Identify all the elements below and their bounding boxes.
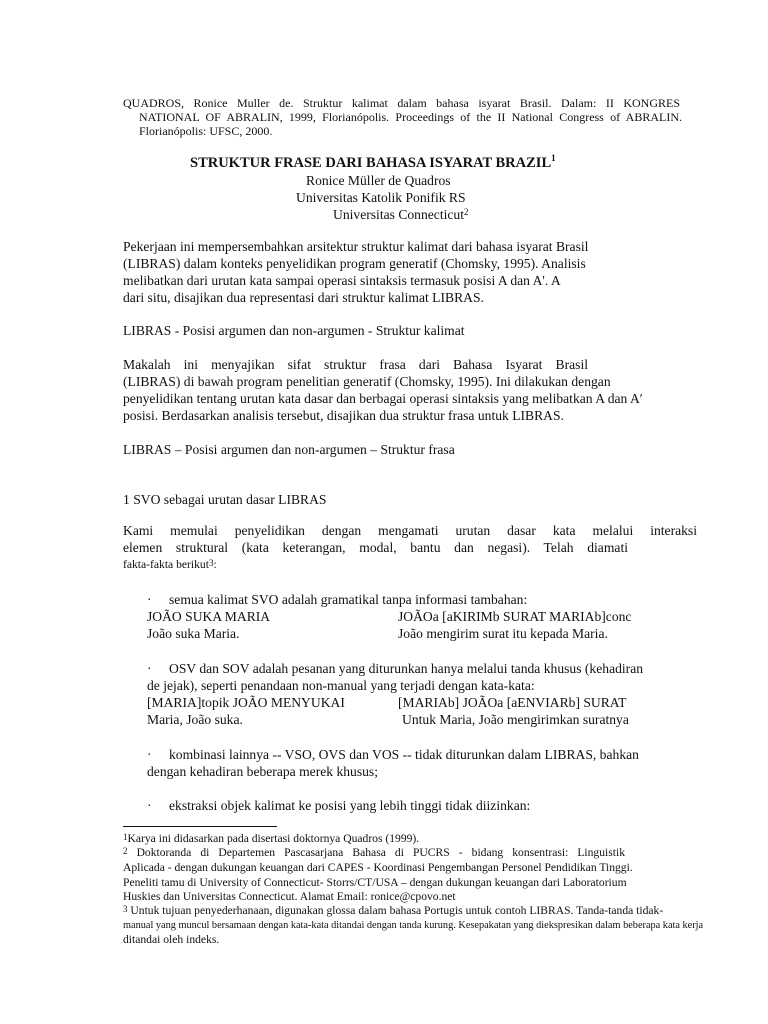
- keywords-1: LIBRAS - Posisi argumen dan non-argumen - Struktur kalimat: [123, 323, 465, 338]
- abstract-2-line-2: (LIBRAS) di bawah program penelitian generatif (Chomsky, 1995). Ini dilakukan dengan: [123, 374, 611, 389]
- example-2-translation-right: Untuk Maria, João mengirimkan suratnya: [402, 712, 629, 727]
- footnote-rule: [123, 826, 277, 827]
- paper-title: STRUKTUR FRASE DARI BAHASA ISYARAT BRAZIL$^1$: [190, 153, 556, 171]
- abstract-2-line-4: posisi. Berdasarkan analisis tersebut, disajikan dua struktur frasa untuk LIBRAS.: [123, 408, 564, 423]
- bullet-marker: ·: [147, 661, 152, 676]
- section-1-intro-line-3: fakta-fakta berikut$^3$:: [123, 558, 217, 571]
- bullet-3: · kombinasi lainnya -- VSO, OVS dan VOS -- tidak diturunkan dalam LIBRAS, bahkan: [147, 747, 639, 762]
- example-2-gloss-left: [MARIA]topik JOÃO MENYUKAI: [147, 695, 345, 710]
- abstract-2-line-3: penyelidikan tentang urutan kata dasar dan berbagai operasi sintaksis yang melibatkan A dan A′: [123, 391, 643, 406]
- footnote-3-line-3: ditandai oleh indeks.: [123, 933, 220, 946]
- example-1-gloss-left: JOÃO SUKA MARIA: [147, 609, 271, 624]
- example-1-translation-right: João mengirim surat itu kepada Maria.: [398, 626, 608, 641]
- example-1-translation-left: João suka Maria.: [147, 626, 240, 641]
- affiliation-1: Universitas Katolik Ponifik RS: [296, 190, 466, 205]
- abstract-1-line-3: melibatkan dari urutan kata sampai operasi sintaksis termasuk posisi A dan A'. A: [123, 273, 561, 288]
- bullet-marker: ·: [147, 592, 152, 607]
- bullet-marker: ·: [147, 798, 152, 813]
- citation-line-3: Florianópolis: UFSC, 2000.: [139, 124, 273, 138]
- abstract-1-line-2: (LIBRAS) dalam konteks penyelidikan program generatif (Chomsky, 1995). Analisis: [123, 256, 586, 271]
- example-2-gloss-right: [MARIAb] JOÃOa [aENVIARb] SURAT: [398, 695, 627, 710]
- citation-line-2: NATIONAL OF ABRALIN, 1999, Florianópolis. Proceedings of the II National Congress of ABRALIN.: [139, 110, 682, 124]
- bullet-2-continued: de jejak), seperti penandaan non-manual yang terjadi dengan kata-kata:: [147, 678, 535, 693]
- section-1-intro-line-1: Kami memulai penyelidikan dengan mengamati urutan dasar kata melalui interaksi: [123, 523, 697, 538]
- citation-line-1: QUADROS, Ronice Muller de. Struktur kalimat dalam bahasa isyarat Brasil. Dalam: II KONGRES: [123, 96, 680, 110]
- footnote-2-line-2: Aplicada - dengan dukungan keuangan dari CAPES - Koordinasi Pengembangan Personel Pendidikan Tinggi.: [123, 861, 633, 874]
- abstract-1-line-1: Pekerjaan ini mempersembahkan arsitektur struktur kalimat dari bahasa isyarat Brasil: [123, 239, 589, 254]
- bullet-3-continued: dengan kehadiran beberapa merek khusus;: [147, 764, 379, 779]
- author-name: Ronice Müller de Quadros: [306, 173, 451, 188]
- section-1-heading: 1 SVO sebagai urutan dasar LIBRAS: [123, 492, 327, 507]
- section-1-intro-line-2: elemen struktural (kata keterangan, modal, bantu dan negasi). Telah diamati: [123, 540, 628, 555]
- abstract-1-line-4: dari situ, disajikan dua representasi dari struktur kalimat LIBRAS.: [123, 290, 484, 305]
- affiliation-2: Universitas Connecticut$^2$: [333, 207, 469, 222]
- abstract-2-line-1: Makalah ini menyajikan sifat struktur frasa dari Bahasa Isyarat Brasil: [123, 357, 588, 372]
- bullet-4: · ekstraksi objek kalimat ke posisi yang lebih tinggi tidak diizinkan:: [147, 798, 531, 813]
- example-1-gloss-right: JOÃOa [aKIRIMb SURAT MARIAb]conc: [398, 609, 632, 624]
- footnote-2-line-1: $^2$ Doktoranda di Departemen Pascasarjana Bahasa di PUCRS - bidang konsentrasi: Linguistik: [123, 846, 626, 859]
- footnote-2-line-4: Huskies dan Universitas Connecticut. Alamat Email: ronice@cpovo.net: [123, 890, 456, 903]
- keywords-2: LIBRAS – Posisi argumen dan non-argumen – Struktur frasa: [123, 442, 455, 457]
- footnote-2-line-3: Peneliti tamu di University of Connecticut- Storrs/CT/USA – dengan dukungan keuangan dari Laboratorium: [123, 876, 627, 889]
- example-2-translation-left: Maria, João suka.: [147, 712, 243, 727]
- bullet-marker: ·: [147, 747, 152, 762]
- footnote-1: $^1$Karya ini didasarkan pada disertasi doktornya Quadros (1999).: [123, 832, 420, 845]
- footnote-3-line-1: $^3$ Untuk tujuan penyederhanaan, digunakan glossa dalam bahasa Portugis untuk contoh LIBRAS. Tanda-tanda tidak-: [123, 904, 664, 917]
- footnote-3-line-2: manual yang muncul bersamaan dengan kata-kata ditandai dengan tanda kurung. Kesepakatan yang diekspresikan dalam beberapa kata kerja: [123, 920, 704, 931]
- bullet-1: · semua kalimat SVO adalah gramatikal tanpa informasi tambahan:: [147, 592, 528, 607]
- bullet-2: · OSV dan SOV adalah pesanan yang diturunkan hanya melalui tanda khusus (kehadiran: [147, 661, 644, 676]
